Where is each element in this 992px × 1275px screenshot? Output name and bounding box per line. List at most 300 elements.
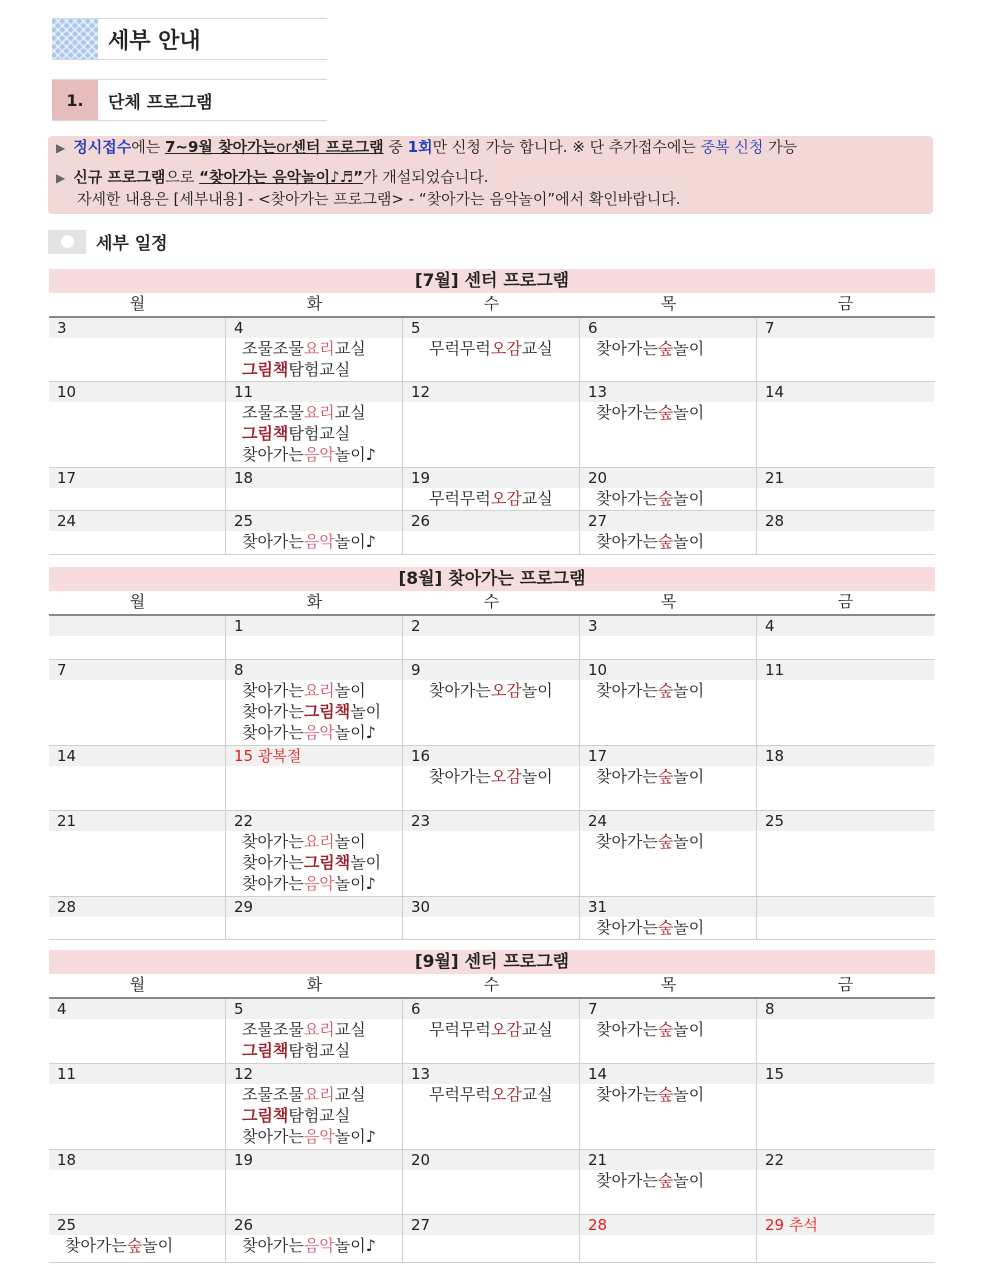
month-calendar-july <box>49 269 935 555</box>
day-number: 15 광복절 <box>226 746 402 766</box>
week-row <box>49 1064 935 1150</box>
event-text: 교실 <box>521 1085 553 1104</box>
event-text: 놀이 <box>521 681 553 700</box>
event-keyword: 숲 <box>657 1085 674 1104</box>
notice-text: 에는 <box>131 138 165 156</box>
event-item <box>226 531 402 552</box>
event-item <box>403 1019 579 1040</box>
weekday-header <box>49 293 935 318</box>
week-row <box>49 897 935 940</box>
day-number: 21 <box>49 811 225 831</box>
event-keyword: 그림책 <box>242 1106 289 1125</box>
event-keyword: 숲 <box>657 1020 674 1039</box>
event-item <box>226 359 402 380</box>
event-keyword: 요리 <box>303 339 335 358</box>
day-number: 7 <box>757 318 934 338</box>
event-text: 교실 <box>521 1020 553 1039</box>
day-number: 12 <box>403 382 579 402</box>
subsection-header <box>48 229 168 254</box>
circle-bullet-icon <box>48 230 86 254</box>
day-number: 16 <box>403 746 579 766</box>
event-item <box>580 831 756 852</box>
day-cell <box>403 897 580 939</box>
event-keyword: 숲 <box>657 403 674 422</box>
day-cell <box>226 616 403 659</box>
day-cell <box>226 1064 403 1149</box>
event-text: 찾아가는 <box>242 1127 304 1146</box>
event-text: 놀이 <box>673 1020 705 1039</box>
pattern-square-icon <box>52 19 98 59</box>
event-text: 무럭무럭 <box>429 489 491 508</box>
day-cell <box>49 999 226 1063</box>
day-number: 28 <box>49 897 225 917</box>
weekday-label: 금 <box>837 592 854 611</box>
event-text: 놀이 <box>521 767 553 786</box>
day-cell <box>403 746 580 810</box>
day-number: 8 <box>226 660 402 680</box>
day-number: 25 <box>49 1215 225 1235</box>
day-cell <box>757 1064 934 1149</box>
event-item <box>580 680 756 701</box>
event-text: 찾아가는 <box>596 339 658 358</box>
event-text: 무럭무럭 <box>429 1020 491 1039</box>
day-number: 12 <box>226 1064 402 1084</box>
event-text: 조물조물 <box>242 1020 304 1039</box>
day-number: 9 <box>403 660 579 680</box>
day-number: 20 <box>580 468 756 488</box>
day-cell <box>49 897 226 939</box>
day-number: 4 <box>49 999 225 1019</box>
event-keyword: 오감 <box>490 489 522 508</box>
day-number: 18 <box>49 1150 225 1170</box>
event-item <box>226 444 402 465</box>
event-text: 놀이 <box>673 1085 705 1104</box>
event-item <box>403 680 579 701</box>
day-number: 4 <box>757 616 934 636</box>
event-text: 교실 <box>334 1020 366 1039</box>
day-cell <box>757 511 934 554</box>
notice-text: 중복 신청 <box>700 138 764 156</box>
day-number: 11 <box>226 382 402 402</box>
event-text: 찾아가는 <box>242 702 304 721</box>
notice-text: 신규 프로그램 <box>73 168 166 186</box>
event-text: 교실 <box>334 1085 366 1104</box>
week-row <box>49 382 935 468</box>
event-text: 찾아가는 <box>242 874 304 893</box>
month-title: [8월] 찾아가는 프로그램 <box>49 567 935 591</box>
event-text: 탐험교실 <box>288 360 351 379</box>
day-number: 27 <box>403 1215 579 1235</box>
event-item <box>403 488 579 509</box>
event-keyword: 숲 <box>657 832 674 851</box>
event-text: 찾아가는 <box>596 489 658 508</box>
day-cell <box>757 999 934 1063</box>
event-item <box>226 1040 402 1061</box>
weekday-label: 금 <box>837 294 854 313</box>
event-keyword: 그림책 <box>303 702 351 721</box>
day-cell <box>49 318 226 381</box>
notice-text: 정시접수 <box>73 138 132 156</box>
day-number: 22 <box>226 811 402 831</box>
event-text: 놀이♪ <box>334 445 376 464</box>
week-row <box>49 468 935 511</box>
notice-line-2 <box>56 167 489 189</box>
notice-text: 1회 <box>407 138 433 156</box>
event-keyword: 숲 <box>657 489 674 508</box>
week-row <box>49 318 935 382</box>
event-text: 놀이♪ <box>334 874 376 893</box>
event-text: 놀이 <box>334 681 366 700</box>
event-keyword: 오감 <box>490 1020 522 1039</box>
day-number: 5 <box>403 318 579 338</box>
event-text: 찾아가는 <box>242 1236 304 1255</box>
program-header <box>52 79 327 121</box>
event-text: 놀이♪ <box>334 1236 376 1255</box>
subsection-title: 세부 일정 <box>96 234 168 254</box>
event-text: 찾아가는 <box>242 853 304 872</box>
event-keyword: 숲 <box>657 767 674 786</box>
month-calendar-september <box>49 950 935 1263</box>
event-item <box>226 831 402 852</box>
event-item <box>226 1084 402 1105</box>
event-keyword: 오감 <box>490 681 522 700</box>
day-cell <box>49 616 226 659</box>
section-header <box>52 18 327 60</box>
day-cell <box>226 999 403 1063</box>
weekday-label: 수 <box>483 592 500 611</box>
event-item <box>580 917 756 938</box>
day-number: 20 <box>403 1150 579 1170</box>
day-number: 28 <box>580 1215 756 1235</box>
day-cell <box>580 511 757 554</box>
day-cell <box>403 1064 580 1149</box>
notice-text: 가 개설되었습니다. <box>363 168 489 186</box>
day-number: 10 <box>49 382 225 402</box>
day-cell <box>403 999 580 1063</box>
event-keyword: 요리 <box>303 403 335 422</box>
month-title: [7월] 센터 프로그램 <box>49 269 935 293</box>
day-cell <box>403 616 580 659</box>
event-keyword: 오감 <box>490 339 522 358</box>
event-text: 놀이 <box>334 832 366 851</box>
day-number: 5 <box>226 999 402 1019</box>
day-number: 29 <box>226 897 402 917</box>
weekday-label: 목 <box>660 975 677 994</box>
day-number: 15 <box>757 1064 934 1084</box>
event-keyword: 그림책 <box>242 424 289 443</box>
notice-line-3: 자세한 내용은 [세부내용] - <찾아가는 프로그램> - “찾아가는 음악놀이”에서 확인바랍니다. <box>77 190 681 208</box>
event-text: 조물조물 <box>242 403 304 422</box>
day-cell <box>580 468 757 510</box>
event-keyword: 숲 <box>657 1171 674 1190</box>
day-cell <box>580 318 757 381</box>
event-keyword: 숲 <box>657 339 674 358</box>
weekday-label: 목 <box>660 592 677 611</box>
event-item <box>226 680 402 701</box>
triangle-bullet-icon: ▶ <box>56 141 66 155</box>
month-title: [9월] 센터 프로그램 <box>49 950 935 974</box>
event-item <box>580 531 756 552</box>
day-number: 22 <box>757 1150 934 1170</box>
event-text: 놀이♪ <box>334 723 376 742</box>
event-text: 찾아가는 <box>242 723 304 742</box>
day-cell <box>226 897 403 939</box>
day-number: 13 <box>580 382 756 402</box>
day-cell <box>49 382 226 467</box>
day-cell <box>580 897 757 939</box>
week-row <box>49 511 935 555</box>
weekday-label: 월 <box>129 294 146 313</box>
day-cell <box>403 660 580 745</box>
day-number: 25 <box>226 511 402 531</box>
day-cell <box>580 1064 757 1149</box>
event-keyword: 오감 <box>490 767 522 786</box>
event-keyword: 음악 <box>303 445 335 464</box>
day-cell <box>49 660 226 745</box>
event-text: 찾아가는 <box>429 767 491 786</box>
event-text: 찾아가는 <box>242 681 304 700</box>
event-text: 놀이 <box>673 532 705 551</box>
event-text: 찾아가는 <box>429 681 491 700</box>
event-item <box>226 402 402 423</box>
event-keyword: 요리 <box>303 832 335 851</box>
program-title: 단체 프로그램 <box>108 92 213 113</box>
day-number: 18 <box>757 746 934 766</box>
event-item <box>403 766 579 787</box>
day-number: 24 <box>580 811 756 831</box>
day-cell <box>757 897 934 939</box>
event-text: 찾아가는 <box>65 1236 127 1255</box>
event-text: 놀이 <box>673 918 705 937</box>
day-number: 31 <box>580 897 756 917</box>
event-keyword: 음악 <box>303 1127 335 1146</box>
week-row <box>49 746 935 811</box>
event-item <box>49 1235 225 1256</box>
event-item <box>580 1084 756 1105</box>
day-cell <box>226 811 403 896</box>
week-row <box>49 1215 935 1263</box>
day-cell <box>757 318 934 381</box>
day-number: 7 <box>580 999 756 1019</box>
day-cell <box>757 1215 934 1262</box>
notice-text: 중 <box>383 138 408 156</box>
event-item <box>580 402 756 423</box>
event-item <box>580 1170 756 1191</box>
day-cell <box>226 511 403 554</box>
event-text: 찾아가는 <box>242 532 304 551</box>
day-cell <box>226 1215 403 1262</box>
event-text: 조물조물 <box>242 339 304 358</box>
day-cell <box>580 746 757 810</box>
day-number: 3 <box>580 616 756 636</box>
day-number: 23 <box>403 811 579 831</box>
week-row <box>49 1150 935 1215</box>
event-text: 놀이 <box>673 403 705 422</box>
month-calendar-august <box>49 567 935 940</box>
event-text: 찾아가는 <box>242 445 304 464</box>
notice-text: 센터 프로그램 <box>291 138 384 156</box>
week-row <box>49 999 935 1064</box>
event-item <box>580 1019 756 1040</box>
day-number: 4 <box>226 318 402 338</box>
day-number <box>757 897 934 917</box>
day-cell <box>580 999 757 1063</box>
day-number: 30 <box>403 897 579 917</box>
event-text: 찾아가는 <box>596 1085 658 1104</box>
weekday-header <box>49 974 935 999</box>
event-text: 찾아가는 <box>596 1171 658 1190</box>
event-item <box>226 722 402 743</box>
day-cell <box>226 1150 403 1214</box>
day-number: 14 <box>757 382 934 402</box>
weekday-label: 금 <box>837 975 854 994</box>
notice-box <box>48 136 933 214</box>
day-cell <box>226 746 403 810</box>
event-item <box>226 1126 402 1147</box>
day-number: 27 <box>580 511 756 531</box>
day-cell <box>580 660 757 745</box>
day-number: 19 <box>403 468 579 488</box>
day-cell <box>757 811 934 896</box>
event-keyword: 음악 <box>303 723 335 742</box>
triangle-bullet-icon: ▶ <box>56 171 66 185</box>
event-text: 놀이 <box>350 853 382 872</box>
event-item <box>580 338 756 359</box>
event-item <box>226 852 402 873</box>
day-cell <box>403 1215 580 1262</box>
event-keyword: 숲 <box>657 532 674 551</box>
notice-text: “찾아가는 음악놀이♪♬” <box>199 168 364 186</box>
notice-text: 으로 <box>165 168 200 186</box>
event-text: 찾아가는 <box>596 681 658 700</box>
day-number: 19 <box>226 1150 402 1170</box>
event-item <box>226 1105 402 1126</box>
day-number: 11 <box>49 1064 225 1084</box>
day-cell <box>49 468 226 510</box>
day-number: 24 <box>49 511 225 531</box>
day-cell <box>226 318 403 381</box>
weekday-label: 목 <box>660 294 677 313</box>
weekday-label: 수 <box>483 975 500 994</box>
event-text: 무럭무럭 <box>429 1085 491 1104</box>
day-number: 14 <box>580 1064 756 1084</box>
day-cell <box>226 382 403 467</box>
day-cell <box>580 1215 757 1262</box>
event-text: 찾아가는 <box>596 1020 658 1039</box>
event-item <box>580 766 756 787</box>
day-number: 2 <box>403 616 579 636</box>
day-number: 13 <box>403 1064 579 1084</box>
notice-line-1 <box>56 137 797 159</box>
day-cell <box>580 811 757 896</box>
day-number: 18 <box>226 468 402 488</box>
event-text: 찾아가는 <box>242 832 304 851</box>
event-keyword: 숲 <box>126 1236 143 1255</box>
event-keyword: 숲 <box>657 681 674 700</box>
weekday-label: 월 <box>129 975 146 994</box>
event-text: 무럭무럭 <box>429 339 491 358</box>
weekday-label: 화 <box>306 294 323 313</box>
event-keyword: 오감 <box>490 1085 522 1104</box>
event-text: 탐험교실 <box>288 424 351 443</box>
day-cell <box>580 1150 757 1214</box>
day-cell <box>580 616 757 659</box>
day-cell <box>226 468 403 510</box>
event-item <box>403 1084 579 1105</box>
week-row <box>49 811 935 897</box>
event-keyword: 숲 <box>657 918 674 937</box>
day-number: 17 <box>49 468 225 488</box>
day-cell <box>757 1150 934 1214</box>
day-number: 14 <box>49 746 225 766</box>
event-text: 놀이♪ <box>334 1127 376 1146</box>
event-text: 찾아가는 <box>596 403 658 422</box>
day-cell <box>403 318 580 381</box>
event-text: 찾아가는 <box>596 832 658 851</box>
day-cell <box>757 660 934 745</box>
day-cell <box>226 660 403 745</box>
day-cell <box>757 382 934 467</box>
day-number: 17 <box>580 746 756 766</box>
event-keyword: 음악 <box>303 532 335 551</box>
event-text: 탐험교실 <box>288 1041 351 1060</box>
day-number <box>49 616 225 636</box>
weekday-label: 화 <box>306 592 323 611</box>
day-number: 7 <box>49 660 225 680</box>
notice-text: 7~9월 찾아가는 <box>164 138 277 156</box>
week-row <box>49 616 935 660</box>
event-keyword: 그림책 <box>303 853 351 872</box>
day-number: 6 <box>580 318 756 338</box>
weekday-label: 수 <box>483 294 500 313</box>
event-keyword: 요리 <box>303 681 335 700</box>
event-keyword: 요리 <box>303 1020 335 1039</box>
event-keyword: 음악 <box>303 874 335 893</box>
event-text: 조물조물 <box>242 1085 304 1104</box>
day-number: 26 <box>403 511 579 531</box>
day-cell <box>403 382 580 467</box>
event-keyword: 그림책 <box>242 360 289 379</box>
day-number: 21 <box>580 1150 756 1170</box>
day-number: 8 <box>757 999 934 1019</box>
notice-text: 만 신청 가능 합니다. ※ 단 추가접수에는 <box>432 138 701 156</box>
weekday-label: 화 <box>306 975 323 994</box>
event-text: 놀이 <box>142 1236 174 1255</box>
day-cell <box>49 511 226 554</box>
event-text: 놀이 <box>673 681 705 700</box>
event-item <box>226 423 402 444</box>
event-text: 놀이 <box>673 767 705 786</box>
weekday-label: 월 <box>129 592 146 611</box>
event-item <box>580 488 756 509</box>
day-number: 26 <box>226 1215 402 1235</box>
notice-text: 가능 <box>763 138 798 156</box>
event-keyword: 요리 <box>303 1085 335 1104</box>
day-cell <box>49 811 226 896</box>
day-number: 11 <box>757 660 934 680</box>
event-keyword: 그림책 <box>242 1041 289 1060</box>
weekday-header <box>49 591 935 616</box>
event-text: 교실 <box>521 489 553 508</box>
day-cell <box>49 1064 226 1149</box>
day-number: 29 추석 <box>757 1215 934 1235</box>
event-keyword: 음악 <box>303 1236 335 1255</box>
event-text: 찾아가는 <box>596 532 658 551</box>
event-item <box>226 701 402 722</box>
day-number: 1 <box>226 616 402 636</box>
day-number: 6 <box>403 999 579 1019</box>
day-cell <box>49 1150 226 1214</box>
